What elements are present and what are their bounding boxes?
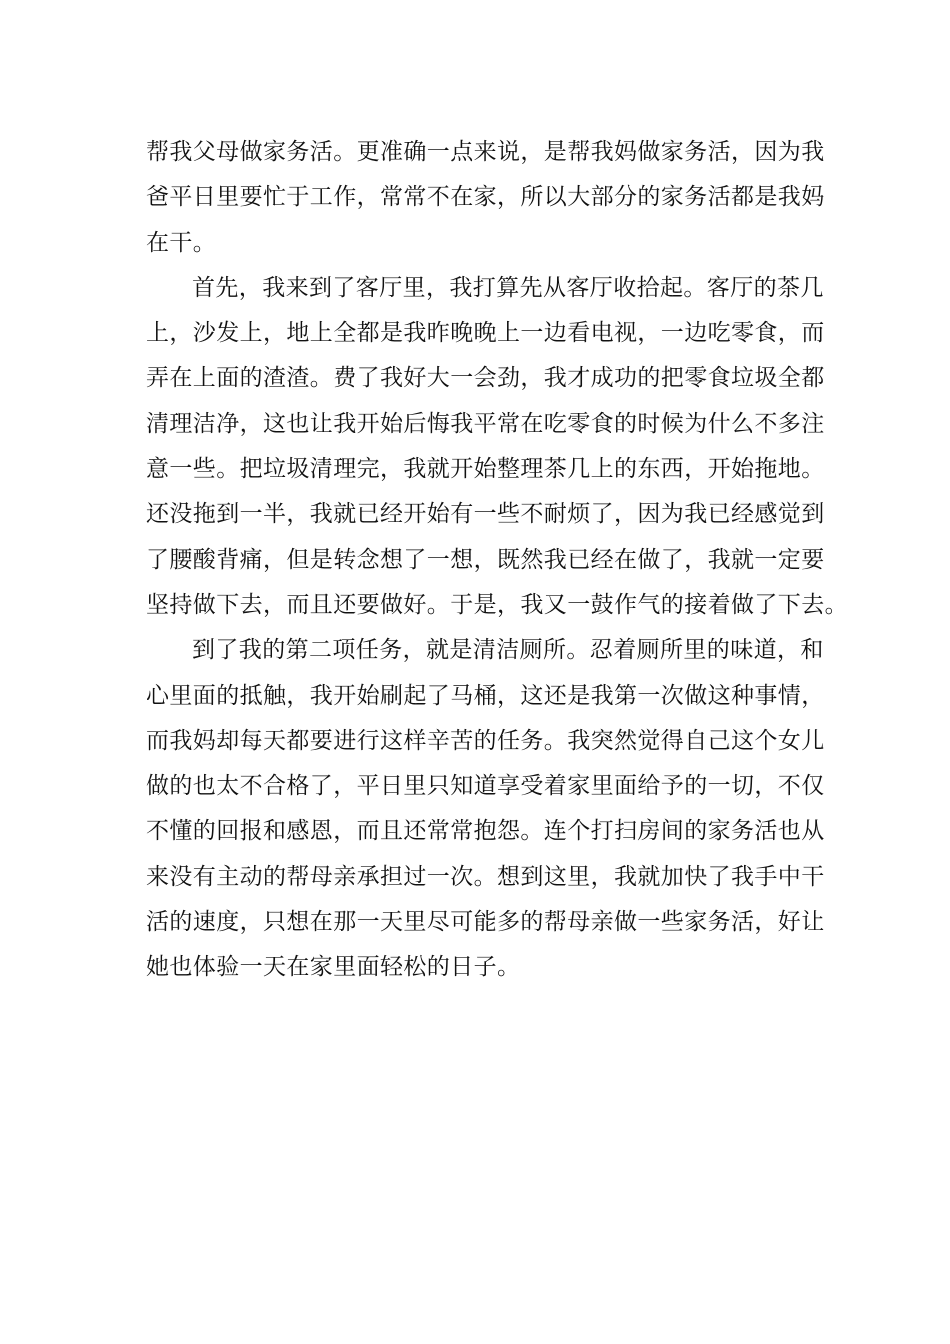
text-line: 而我妈却每天都要进行这样辛苦的任务。我突然觉得自己这个女儿	[146, 727, 825, 754]
text-line: 做的也太不合格了，平日里只知道享受着家里面给予的一切，不仅	[146, 773, 825, 800]
text-line: 意一些。把垃圾清理完，我就开始整理茶几上的东西，开始拖地。	[146, 456, 825, 483]
text-line: 来没有主动的帮母亲承担过一次。想到这里，我就加快了我手中干	[146, 863, 825, 890]
text-line: 清理洁净，这也让我开始后悔我平常在吃零食的时候为什么不多注	[146, 410, 825, 437]
text-line: 爸平日里要忙于工作，常常不在家，所以大部分的家务活都是我妈	[146, 184, 825, 211]
text-line: 了腰酸背痛，但是转念想了一想，既然我已经在做了，我就一定要	[146, 546, 825, 573]
text-line: 上，沙发上，地上全都是我昨晚晚上一边看电视，一边吃零食，而	[146, 320, 825, 347]
paragraph-first-line: 到了我的第二项任务，就是清洁厕所。忍着厕所里的味道，和	[192, 637, 824, 664]
paragraph-first-line: 首先，我来到了客厅里，我打算先从客厅收拾起。客厅的茶几	[192, 274, 824, 301]
text-line: 在干。	[146, 229, 217, 256]
essay-body	[146, 130, 848, 991]
text-line: 还没拖到一半，我就已经开始有一些不耐烦了，因为我已经感觉到	[146, 501, 825, 528]
text-line: 帮我父母做家务活。更准确一点来说，是帮我妈做家务活，因为我	[146, 139, 825, 165]
text-line: 活的速度，只想在那一天里尽可能多的帮母亲做一些家务活，好让	[146, 909, 825, 936]
text-line: 不懂的回报和感恩，而且还常常抱怨。连个打扫房间的家务活也从	[146, 818, 825, 845]
text-line: 坚持做下去，而且还要做好。于是，我又一鼓作气的接着做了下去。	[146, 591, 848, 618]
text-line: 她也体验一天在家里面轻松的日子。	[146, 954, 521, 981]
text-line: 弄在上面的渣渣。费了我好大一会劲，我才成功的把零食垃圾全都	[146, 365, 825, 392]
text-line: 心里面的抵触，我开始刷起了马桶，这还是我第一次做这种事情，	[146, 682, 825, 709]
